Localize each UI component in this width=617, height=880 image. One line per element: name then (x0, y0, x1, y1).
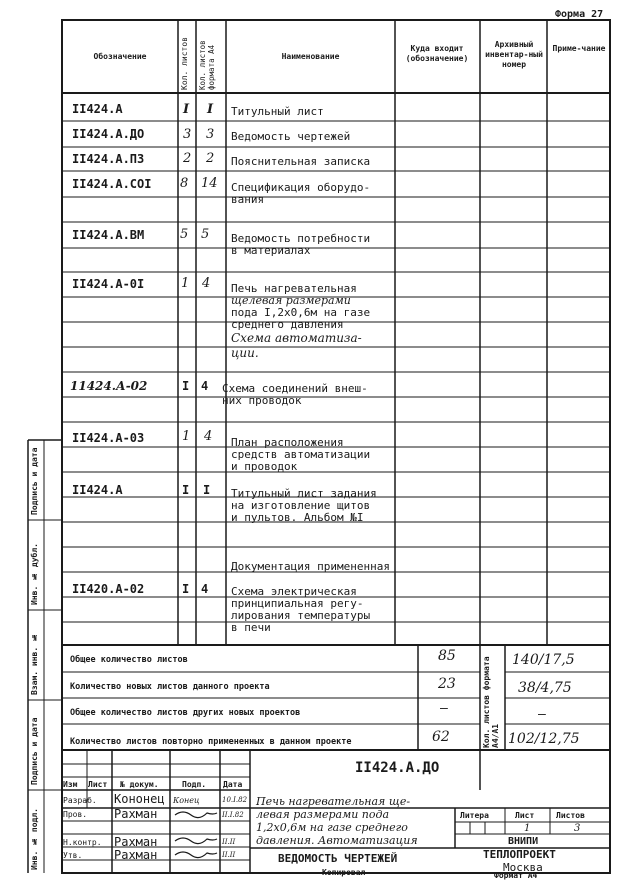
header-sheets-a4: Кол. листов формата А4 (198, 40, 216, 90)
row-name: на изготовление щитов (231, 499, 371, 512)
row-name: щелевая размерами (231, 294, 351, 307)
row-name: лирования температуры (231, 609, 371, 622)
row-a4: 4 (201, 379, 209, 393)
stamp-list-value: 1 (524, 823, 531, 834)
row-name: и пультов. Альбом №I (231, 511, 364, 524)
summary-count: 62 (432, 729, 450, 745)
stamp-code: II424.А.ДО (355, 760, 440, 776)
stamp-title-line: Печь нагревательная ще- (256, 795, 411, 808)
stamp-org: ВНИПИ (508, 836, 539, 847)
header-note: Приме-чание (552, 44, 606, 53)
row-name: Пояснительная записка (231, 155, 371, 168)
row-a4: 4 (202, 276, 211, 291)
row-designation: II424.А.ПЗ (72, 152, 145, 166)
row-name: них проводок (222, 394, 302, 407)
row-count: I (182, 483, 190, 497)
stamp-list-label: Лист (515, 811, 535, 820)
row-name: принципиальная регу- (231, 597, 364, 610)
row-a4: I (203, 483, 211, 497)
row-count: 1 (181, 276, 190, 291)
row-name: среднего давления (231, 318, 344, 331)
row-count: I (182, 582, 190, 596)
row-a4: 14 (201, 176, 218, 191)
row-name: Печь нагревательная (231, 282, 357, 295)
header-name: Наименование (281, 52, 340, 61)
row-name: в материалах (231, 244, 311, 257)
summary-label: Общее количество листов других новых проектов (70, 708, 301, 718)
row-name: Документация примененная (231, 560, 390, 573)
stamp-org: Москва (503, 861, 543, 874)
row-name: Спецификация оборудо- (231, 181, 371, 194)
stamp-date: II.II (222, 851, 236, 859)
stamp-person: Кононец (114, 792, 165, 806)
margin-label: Подпись и дата (30, 717, 39, 785)
row-count: 3 (183, 127, 192, 142)
margin-label: Инв. № подл. (30, 808, 39, 870)
row-count: I (182, 379, 190, 393)
summary-a4a1: — (538, 707, 546, 722)
row-count: 8 (180, 176, 189, 191)
row-a4: 4 (204, 429, 213, 444)
stamp-title-line: левая размерами пода (256, 808, 390, 821)
row-name: пода I,2х0,6м на газе (231, 306, 371, 319)
summary-count: 23 (438, 676, 456, 692)
row-designation: II424.А (72, 483, 123, 497)
margin-label: Подпись и дата (30, 447, 39, 515)
summary-count: 85 (438, 648, 456, 664)
stamp-listov-label: Листов (556, 811, 585, 820)
row-name: Титульный лист задания (231, 487, 377, 500)
row-designation: II424.А.СОI (72, 177, 152, 191)
row-count: I (183, 102, 190, 117)
margin-label: Инв. № дубл. (30, 543, 39, 605)
stamp-col-header: Дата (223, 780, 243, 789)
stamp-person: Рахман (114, 848, 158, 862)
row-a4: 3 (206, 127, 215, 142)
margin-label: Взам. инв. № (30, 633, 39, 695)
row-count: 5 (180, 227, 189, 242)
summary-a4a1: 102/12,75 (508, 731, 580, 747)
stamp-signature: Конец (173, 796, 200, 805)
header-designation: Обозначение (93, 52, 147, 61)
summary-label: Количество листов повторно примененных в данном проекте (70, 737, 352, 747)
stamp-col-header: Подп. (182, 780, 207, 789)
row-name: Схема электрическая (231, 585, 357, 598)
row-name: ции. (231, 346, 259, 360)
header-archive: Архивный инвентар-ный номер (485, 40, 543, 69)
row-designation: II420.А-02 (72, 582, 145, 596)
row-a4: I (207, 102, 214, 117)
row-name: Ведомость потребности (231, 232, 371, 245)
row-name: в печи (231, 621, 271, 634)
stamp-col-header: Лист (88, 780, 108, 789)
row-a4: 4 (201, 582, 209, 596)
row-name: вания (231, 193, 265, 206)
footer-copied: Копировал (322, 868, 366, 877)
stamp-org: ТЕПЛОПРОЕКТ (483, 848, 556, 861)
stamp-role: Н.контр. (63, 838, 102, 847)
row-designation: 11424.А-02 (70, 379, 148, 393)
row-a4: 2 (206, 151, 215, 166)
header-sheets-count: Кол. листов (180, 37, 189, 90)
row-name: средств автоматизации (231, 448, 371, 461)
stamp-date: 10.I.82 (222, 796, 248, 804)
stamp-title-line: 1,2х0,6м на газе среднего (256, 821, 408, 834)
stamp-date: II.II (222, 838, 236, 846)
stamp-col-header: № докум. (120, 780, 159, 789)
stamp-person: Рахман (114, 807, 158, 821)
footer-format: Формат А4 (494, 871, 538, 880)
summary-count: — (440, 701, 448, 716)
summary-label: Общее количество листов (70, 655, 188, 665)
summary-vertical-label: Кол. листов формата А4/А1 (482, 656, 500, 748)
stamp-person: Рахман (114, 835, 158, 849)
form-label: Форма 27 (555, 9, 604, 20)
stamp-role: Разраб. (63, 796, 97, 805)
stamp-listov-value: 3 (574, 823, 581, 834)
summary-label: Количество новых листов данного проекта (70, 682, 270, 692)
summary-a4a1: 38/4,75 (518, 680, 572, 696)
row-a4: 5 (201, 227, 210, 242)
stamp-doc-name: ВЕДОМОСТЬ ЧЕРТЕЖЕЙ (278, 852, 398, 865)
row-designation: II424.А-0I (72, 277, 145, 291)
stamp-date: II.I.82 (222, 811, 244, 819)
row-designation: II424.А-03 (72, 431, 145, 445)
row-name: Схема соединений внеш- (222, 382, 368, 395)
row-count: 2 (183, 151, 192, 166)
row-count: 1 (182, 429, 191, 444)
row-name: Титульный лист (231, 105, 324, 118)
row-name: План расположения (231, 436, 344, 449)
header-destination: Куда входит (обозначение) (405, 44, 469, 63)
stamp-litera-label: Литера (460, 811, 489, 820)
row-designation: II424.А (72, 102, 123, 116)
row-name: и проводок (231, 460, 298, 473)
stamp-role: Утв. (63, 851, 83, 860)
row-name: Ведомость чертежей (231, 130, 351, 143)
stamp-title-line: давления. Автоматизация (256, 834, 418, 847)
row-designation: II424.А.ДО (72, 127, 145, 141)
stamp-role: Пров. (63, 810, 88, 819)
row-designation: II424.А.ВМ (72, 228, 145, 242)
row-name: Схема автоматиза- (231, 331, 362, 345)
summary-a4a1: 140/17,5 (512, 652, 575, 668)
stamp-col-header: Изм (63, 780, 78, 789)
